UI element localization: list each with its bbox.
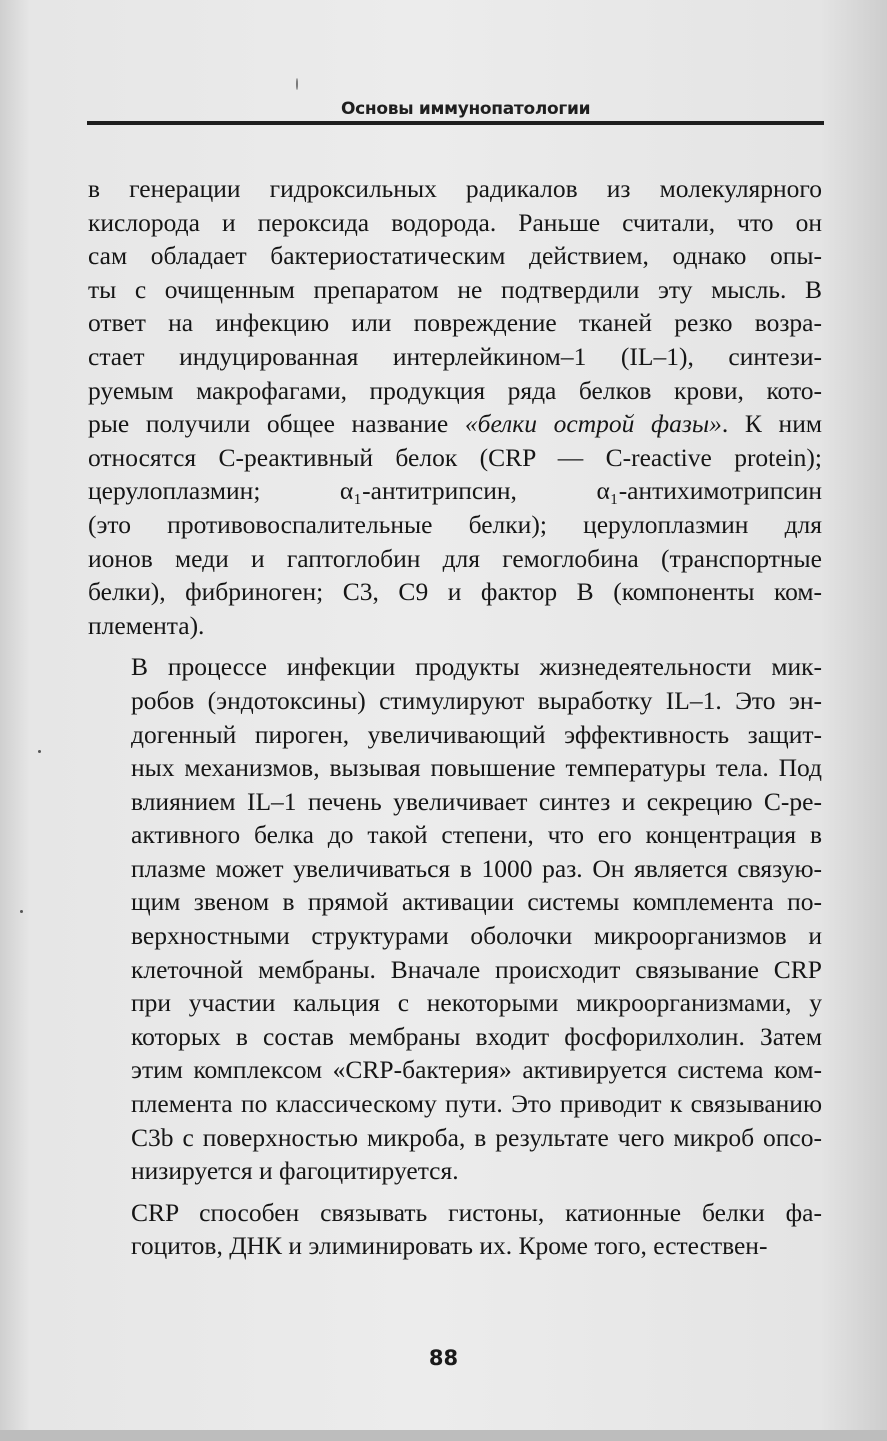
text-line: низируется и фагоцитируется. <box>131 1156 459 1186</box>
paragraph-3 <box>88 1196 822 1263</box>
page-bottom-edge <box>0 1430 887 1441</box>
text-line: активного белка до такой степени, что его концентрация в <box>131 820 822 850</box>
text-line: догенный пироген, увеличивающий эффективность защит- <box>131 719 822 749</box>
text-line: В процессе инфекции продукты жизнедеятельности мик- <box>131 652 822 682</box>
text-line: белки), фибриноген; С3, С9 и фактор В (компоненты ком- <box>88 577 822 607</box>
text-line: относятся С-реактивный белок (CRP — C-reactive protein); <box>88 442 822 472</box>
text-line: племента). <box>88 610 205 640</box>
page-number: 88 <box>428 1346 459 1370</box>
text-line: ответ на инфекцию или повреждение тканей резко возра- <box>88 308 822 338</box>
header-rule <box>87 121 824 125</box>
text-line: робов (эндотоксины) стимулируют выработку IL–1. Это эн- <box>131 685 822 715</box>
text-line: сам обладает бактериостатическим действием, однако опы- <box>88 241 822 271</box>
scan-speck <box>20 910 23 913</box>
scan-mark <box>296 78 298 90</box>
text-line: стает индуцированная интерлейкином–1 (IL–1), синтези- <box>88 341 822 371</box>
paragraph-2 <box>88 650 822 1188</box>
text-line: при участии кальция с некоторыми микроорганизмами, у <box>131 988 822 1018</box>
text-line: этим комплексом «CRP-бактерия» активируется система ком- <box>131 1055 822 1085</box>
text-line: ных механизмов, вызывая повышение температуры тела. Под <box>131 753 822 783</box>
text-line: CRP способен связывать гистоны, катионные белки фа- <box>131 1197 822 1227</box>
text-line: ты с очищенным препаратом не подтвердили эту мысль. В <box>88 274 822 304</box>
text-line: щим звеном в прямой активации системы комплемента по- <box>131 887 822 917</box>
text-line: (это противовоспалительные белки); церулоплазмин для <box>88 509 822 539</box>
text-line: в генерации гидроксильных радикалов из молекулярного <box>88 174 822 203</box>
body-text <box>88 172 822 1263</box>
paragraph-1 <box>88 172 822 642</box>
text-line: плазме может увеличиваться в 1000 раз. Он является связую- <box>131 853 822 883</box>
text-line: ионов меди и гаптоглобин для гемоглобина (транспортные <box>88 543 822 573</box>
text-line: которых в состав мембраны входит фосфорилхолин. Затем <box>131 1021 822 1051</box>
scan-speck <box>38 750 41 753</box>
text-line: клеточной мембраны. Вначале происходит связывание CRP <box>131 954 822 984</box>
text-line: гоцитов, ДНК и элиминировать их. Кроме того, естествен- <box>131 1231 768 1261</box>
text-line: церулоплазмин; α₁-антитрипсин, α₁-антихимотрипсин <box>88 476 822 506</box>
text-line: руемым макрофагами, продукция ряда белков крови, кото- <box>88 375 822 405</box>
text-line: влиянием IL–1 печень увеличивает синтез и секрецию С-ре- <box>131 786 822 816</box>
text-line: рые получили общее название «белки острой фазы». К ним <box>88 409 822 439</box>
text-line: племента по классическому пути. Это приводит к связыванию <box>131 1089 822 1119</box>
text-line: кислорода и пероксида водорода. Раньше считали, что он <box>88 207 822 237</box>
text-line: верхностными структурами оболочки микроорганизмов и <box>131 921 822 951</box>
running-header-title: Основы иммунопатологии <box>341 99 591 119</box>
text-line: С3b с поверхностью микроба, в результате чего микроб опсо- <box>131 1122 822 1152</box>
